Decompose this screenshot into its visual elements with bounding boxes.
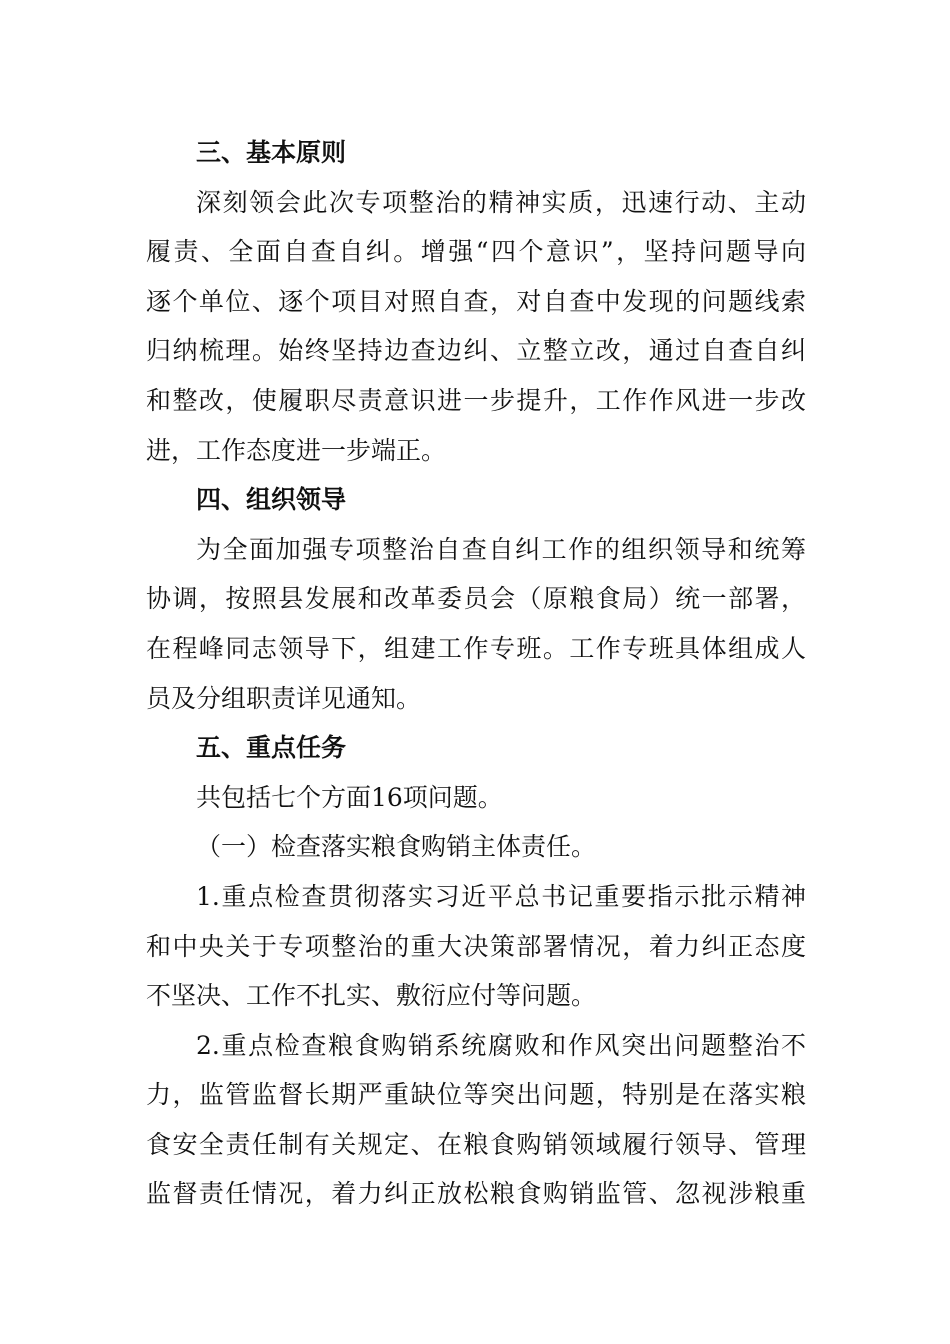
paragraph-line: 共包括七个方面16项问题。 [196, 782, 503, 812]
list-item-line: 监督责任情况，着力纠正放松粮食购销监管、忽视涉粮重 [146, 1179, 806, 1209]
section-heading-principles: 三、基本原则 [196, 138, 347, 167]
paragraph-line: 员及分组职责详见通知。 [146, 683, 422, 713]
list-item-line: 2.重点检查粮食购销系统腐败和作风突出问题整治不 [196, 1030, 806, 1060]
list-item-line: 食安全责任制有关规定、在粮食购销领域履行领导、管理 [146, 1129, 806, 1159]
list-item-line: 不坚决、工作不扎实、敷衍应付等问题。 [146, 981, 597, 1011]
paragraph-line: 为全面加强专项整治自查自纠工作的组织领导和统筹 [196, 534, 806, 564]
paragraph-line: 进，工作态度进一步端正。 [146, 435, 447, 465]
section-heading-organization: 四、组织领导 [196, 485, 347, 515]
paragraph-line: 逐个单位、逐个项目对照自查，对自查中发现的问题线索 [146, 286, 806, 316]
list-item-line: 1.重点检查贯彻落实习近平总书记重要指示批示精神 [196, 881, 806, 911]
paragraph-line: 在程峰同志领导下，组建工作专班。工作专班具体组成人 [146, 633, 806, 663]
subheading-line: （一）检查落实粮食购销主体责任。 [196, 832, 597, 862]
paragraph-line: 和整改，使履职尽责意识进一步提升，工作作风进一步改 [146, 385, 806, 415]
paragraph-line: 归纳梳理。始终坚持边查边纠、立整立改，通过自查自纠 [146, 336, 806, 366]
paragraph-line: 协调，按照县发展和改革委员会（原粮食局）统一部署， [146, 584, 806, 614]
paragraph-line: 履责、全面自查自纠。增强“四个意识”，坚持问题导向 [146, 237, 806, 267]
section-heading-tasks: 五、重点任务 [196, 733, 347, 763]
document-page [146, 128, 806, 1219]
list-item-line: 和中央关于专项整治的重大决策部署情况，着力纠正态度 [146, 931, 806, 961]
paragraph-line: 深刻领会此次专项整治的精神实质，迅速行动、主动 [196, 187, 806, 217]
list-item-line: 力，监管监督长期严重缺位等突出问题，特别是在落实粮 [146, 1080, 806, 1110]
